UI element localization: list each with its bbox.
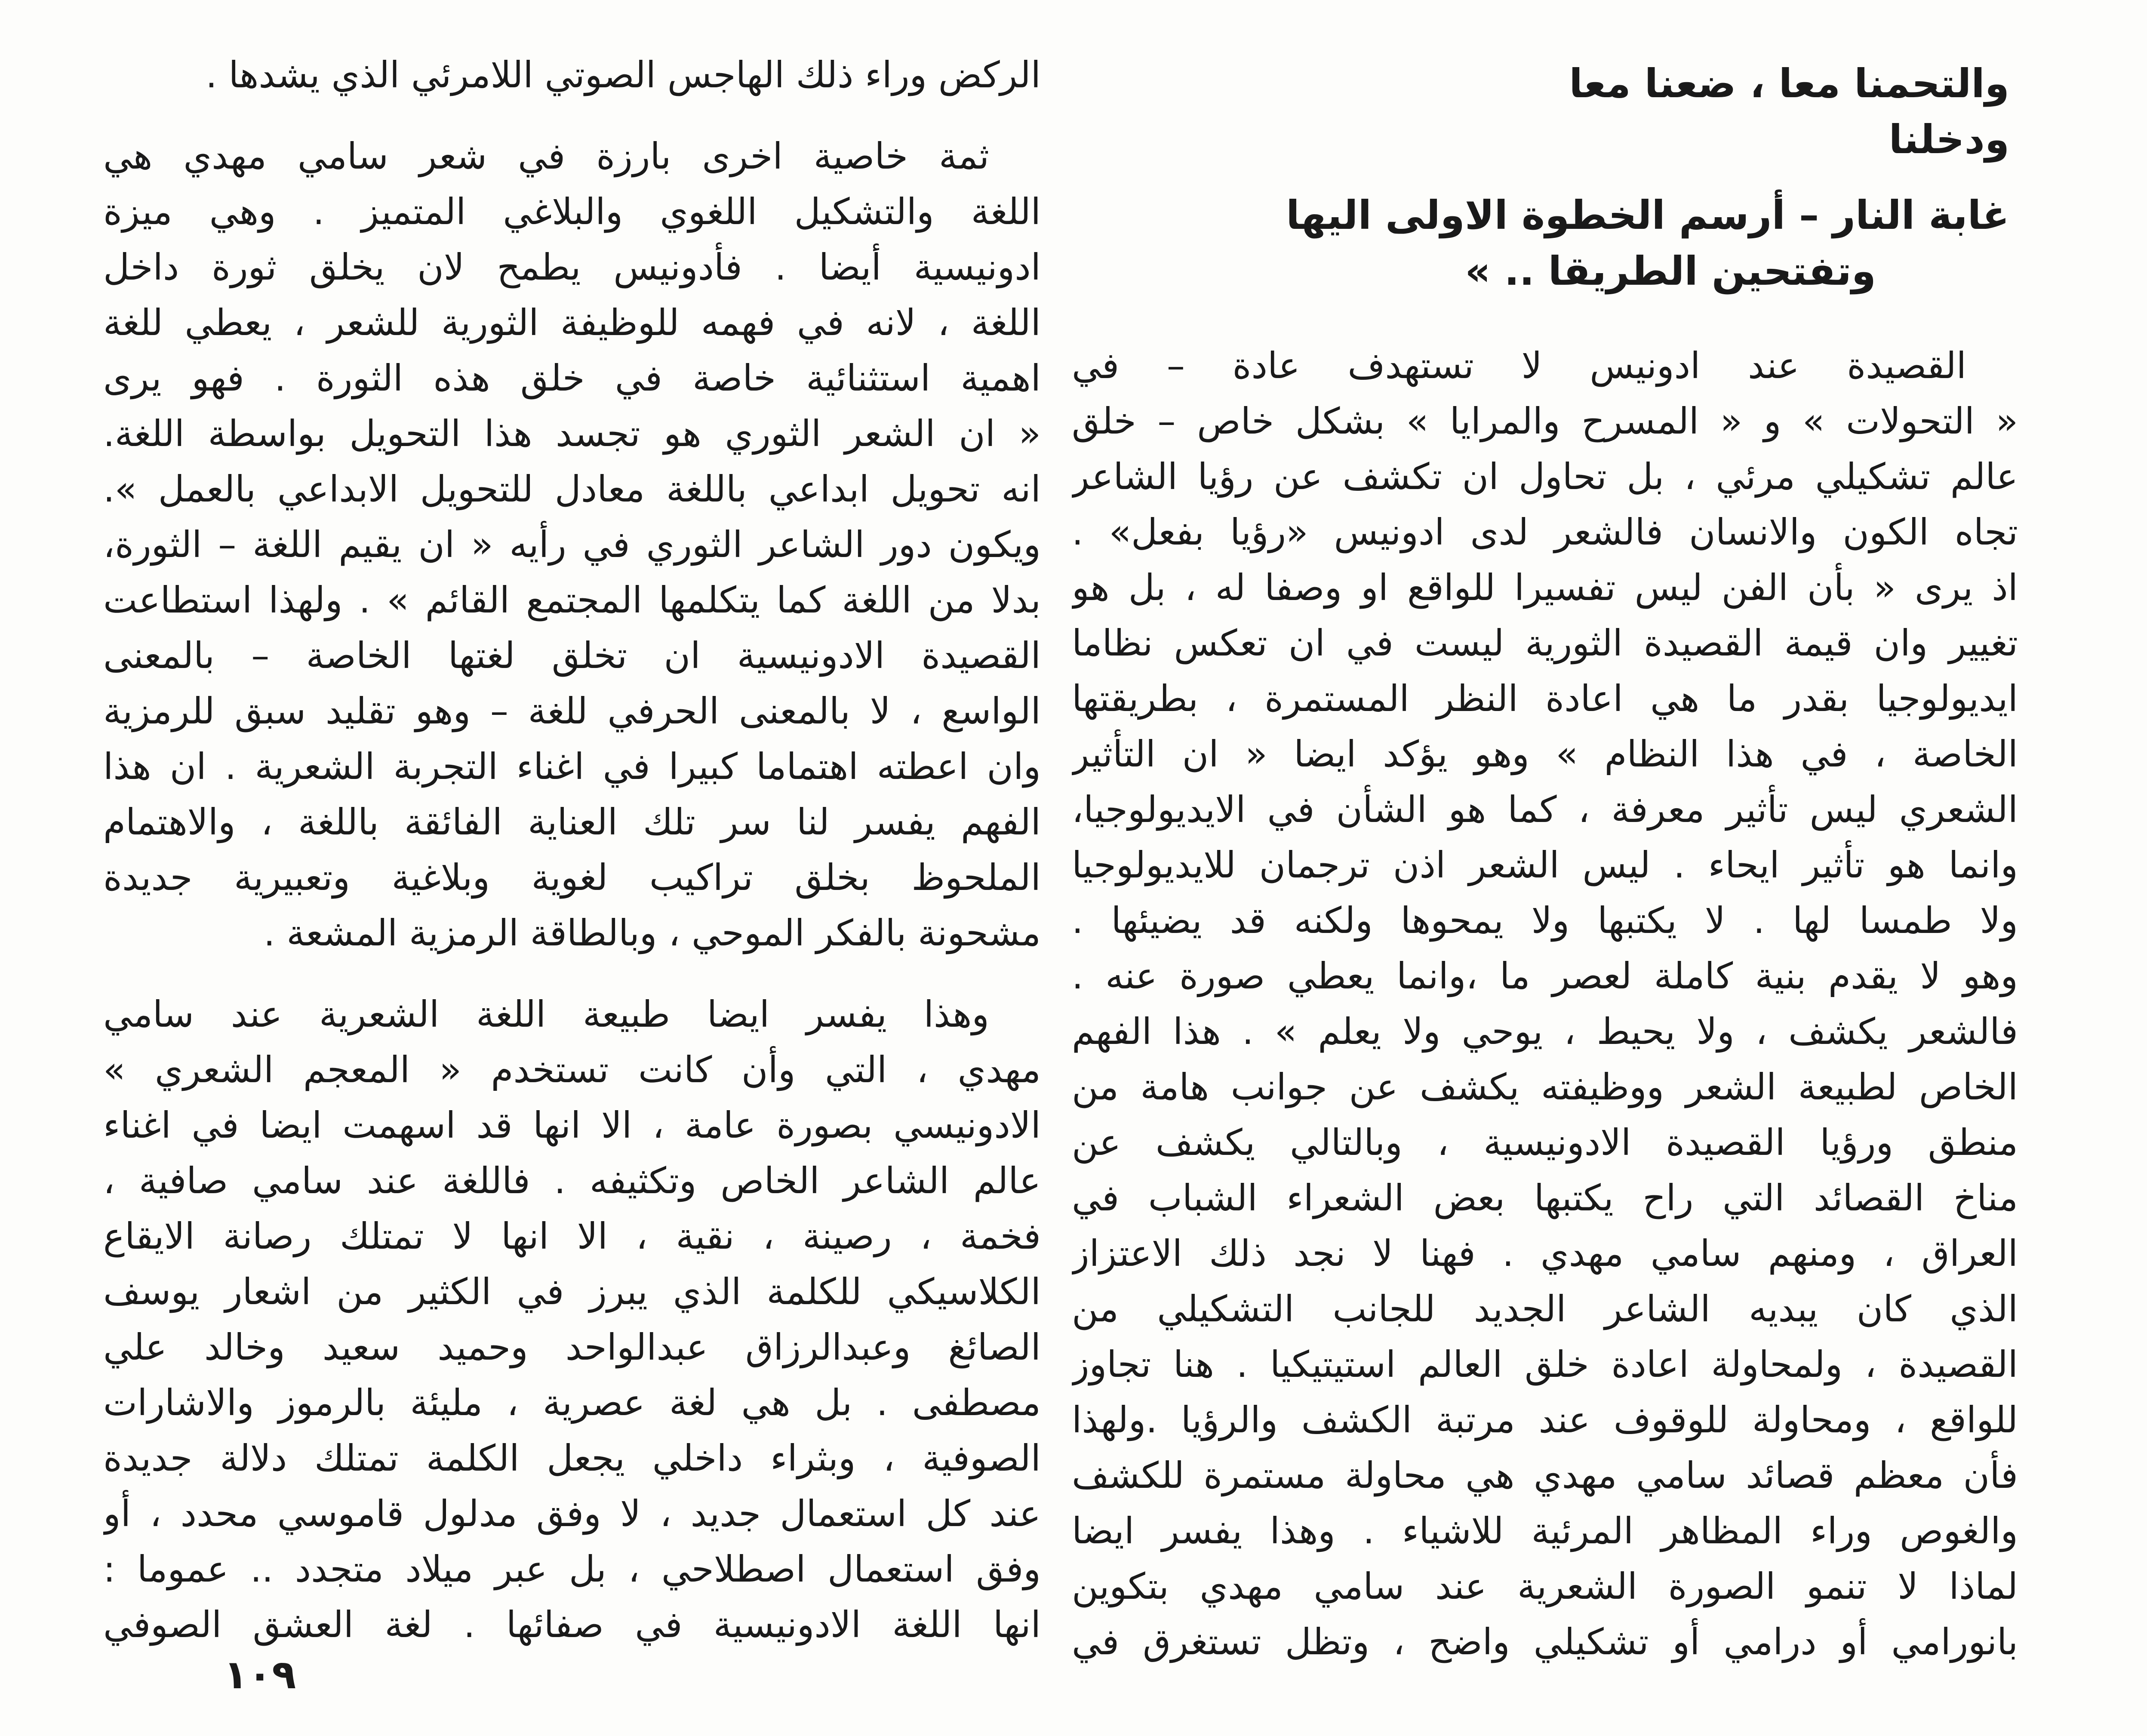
text-line: الركض وراء ذلك الهاجس الصوتي اللامرئي الذي يشدها . [206,54,1041,96]
verse-line: والتحمنا معا ، ضعنا معا [1569,61,2009,107]
text-line: للواقع ، ومحاولة للوقوف عند مرتبة الكشف والرؤيا .ولهذا [1072,1399,2018,1441]
text-line: وان اعطته اهتماما كبيرا في اغناء التجربة الشعرية . ان هذا [103,745,1041,788]
text-line: مشحونة بالفكر الموحي ، وبالطاقة الرمزية المشعة . [263,912,1041,954]
text-line: اهمية استثنائية خاصة في خلق هذه الثورة . فهو يرى [103,357,1041,399]
text-line: الواسع ، لا بالمعنى الحرفي للغة – وهو تقليد سبق للرمزية [103,690,1041,732]
text-line: « ان الشعر الثوري هو تجسد هذا التحويل بواسطة اللغة. [103,412,1041,455]
text-line: القصيدة عند ادونيس لا تستهدف عادة – في [1072,345,1966,387]
text-line: الصائغ وعبدالرزاق عبدالواحد وحميد سعيد وخالد علي [103,1326,1041,1368]
text-line: العراق ، ومنهم سامي مهدي . فهنا لا نجد ذلك الاعتزاز [1072,1232,2018,1274]
text-line: عالم الشاعر الخاص وتكثيفه . فاللغة عند سامي صافية ، [103,1160,1041,1202]
text-line: اللغة والتشكيل اللغوي والبلاغي المتميز . وهي ميزة [103,191,1041,233]
verse-line: غابة النار – أرسم الخطوة الاولى اليها [1286,192,2009,238]
text-line: مناخ القصائد التي راح يكتبها بعض الشعراء الشباب في [1072,1177,2018,1219]
page-number: ١٠٩ [224,1652,296,1698]
text-line: اللغة ، لانه في فهمه للوظيفة الثورية للشعر ، يعطي للغة [103,302,1041,344]
text-line: منطق ورؤيا القصيدة الادونيسية ، وبالتالي يكشف عن [1072,1121,2018,1163]
text-line: وانما هو تأثير ايحاء . ليس الشعر اذن ترجمان للايديولوجيا [1072,844,2018,886]
text-line: وفق استعمال اصطلاحي ، بل عبر ميلاد متجدد .. عموما : [103,1548,1041,1590]
text-line: انها اللغة الادونيسية في صفائها . لغة العشق الصوفي [103,1604,1041,1646]
text-line: عالم تشكيلي مرئي ، بل تحاول ان تكشف عن رؤيا الشاعر [1072,456,2018,498]
text-line: وهو لا يقدم بنية كاملة لعصر ما ،وانما يعطي صورة عنه . [1072,955,2018,997]
text-line: الخاص لطبيعة الشعر ووظيفته يكشف عن جوانب هامة من [1072,1066,2018,1108]
text-line: بدلا من اللغة كما يتكلمها المجتمع القائم » . ولهذا استطاعت [103,579,1041,621]
text-line: ويكون دور الشاعر الثوري في رأيه « ان يقيم اللغة – الثورة، [103,523,1041,566]
text-line: الخاصة ، في هذا النظام » وهو يؤكد ايضا « ان التأثير [1072,733,2018,775]
text-line: ولا طمسا لها . لا يكتبها ولا يمحوها ولكنه قد يضيئها . [1072,899,2018,942]
paragraph [103,47,1041,103]
right-body-text [1072,338,2018,1670]
text-line: اذ يرى « بأن الفن ليس تفسيرا للواقع او وصفا له ، بل هو [1072,566,2018,609]
text-line: القصيدة الادونيسية ان تخلق لغتها الخاصة – بالمعنى [103,634,1041,677]
text-line: فخمة ، رصينة ، نقية ، الا انها لا تمتلك رصانة الايقاع [103,1215,1041,1257]
text-line: الملحوظ بخلق تراكيب لغوية وبلاغية وتعبيرية جديدة [103,856,1041,899]
paragraph [103,987,1041,1653]
verse-line: وتفتحين الطريقا .. » [1465,248,1876,294]
text-line: الكلاسيكي للكلمة الذي يبرز في الكثير من اشعار يوسف [103,1271,1041,1313]
text-line: فالشعر يكشف ، ولا يحيط ، يوحي ولا يعلم » . هذا الفهم [1072,1010,2018,1053]
text-line: مهدي ، التي وأن كانت تستخدم « المعجم الشعري » [103,1049,1041,1091]
text-line: عند كل استعمال جديد ، لا وفق مدلول قاموسي محدد ، أو [103,1493,1041,1535]
paragraph [103,129,1041,961]
text-line: لماذا لا تنمو الصورة الشعرية عند سامي مهدي بتكوين [1072,1565,2018,1607]
text-line: الصوفية ، وبثراء داخلي يجعل الكلمة تمتلك دلالة جديدة [103,1437,1041,1479]
left-column [103,47,1041,1653]
text-line: الشعري ليس تأثير معرفة ، كما هو الشأن في الايديولوجيا، [1072,788,2018,831]
text-line: الفهم يفسر لنا سر تلك العناية الفائقة باللغة ، والاهتمام [103,801,1041,843]
text-line: الادونيسي بصورة عامة ، الا انها قد اسهمت ايضا في اغناء [103,1104,1041,1146]
text-line: وهذا يفسر ايضا طبيعة اللغة الشعرية عند سامي [103,993,989,1035]
text-line: فأن معظم قصائد سامي مهدي هي محاولة مستمرة للكشف [1072,1454,2018,1496]
text-line: انه تحويل ابداعي باللغة معادل للتحويل الابداعي بالعمل ». [103,468,1041,510]
text-line: ايديولوجيا بقدر ما هي اعادة النظر المستمرة ، بطريقتها [1072,677,2018,720]
text-line: القصيدة ، ولمحاولة اعادة خلق العالم استيتيكيا . هنا تجاوز [1072,1343,2018,1385]
text-line: والغوص وراء المظاهر المرئية للاشياء . وهذا يفسر ايضا [1072,1510,2018,1552]
text-line: تجاه الكون والانسان فالشعر لدى ادونيس «رؤيا بفعل» . [1072,511,2018,553]
right-column [1072,47,2018,1670]
text-line: تغيير وان قيمة القصيدة الثورية ليست في ان تعكس نظاما [1072,622,2018,664]
text-line: بانورامي أو درامي أو تشكيلي واضح ، وتظل تستغرق في [1072,1621,2018,1663]
text-line: مصطفى . بل هي لغة عصرية ، مليئة بالرموز والاشارات [103,1382,1041,1424]
text-line: ثمة خاصية اخرى بارزة في شعر سامي مهدي هي [103,135,989,177]
text-line: الذي كان يبديه الشاعر الجديد للجانب التشكيلي من [1072,1288,2018,1330]
text-line: ادونيسية أيضا . فأدونيس يطمح لان يخلق ثورة داخل [103,246,1041,288]
text-line: « التحولات » و « المسرح والمرايا » بشكل خاص – خلق [1072,400,2018,442]
verse-line: ودخلنا [1889,117,2009,163]
